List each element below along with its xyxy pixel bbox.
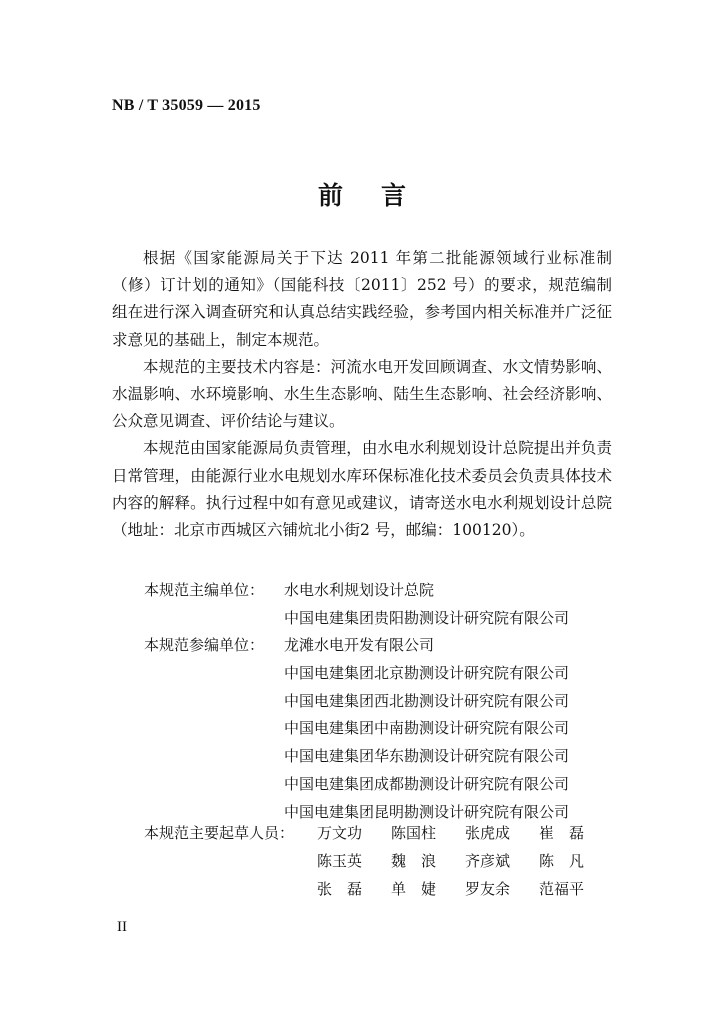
preface-paragraph-3: 本规范由国家能源局负责管理，由水电水利规划设计总院提出并负责日常管理，由能源行业水电规划水库环保标准化技术委员会负责具体技术内容的解释。执行过程中如有意见或建议，请寄送水电水利规划设计总院（地址：北京市西城区六铺炕北小街2 号，邮编：100120）。 — [112, 439, 612, 540]
preface-paragraph-1: 根据《国家能源局关于下达 2011 年第二批能源领域行业标准制（修）订计划的通知》（国能科技〔2011〕252 号）的要求，规范编制组在进行深入调查研究和认真总结实践经验，参考国内相关标准并广泛征求意见的基础上，制定本规范。 — [112, 249, 612, 349]
drafters-label: 本规范主要起草人员： — [144, 824, 295, 842]
chief-unit-item: 中国电建集团贵阳勘测设计研究院有限公司 — [284, 608, 570, 627]
drafter-name: 罗友余 — [465, 879, 511, 898]
drafter-name: 陈国柱 — [391, 824, 437, 842]
participating-units-block — [112, 632, 612, 827]
chief-units-label: 本规范主编单位： — [144, 581, 265, 599]
participating-unit-item: 中国电建集团华东勘测设计研究院有限公司 — [284, 747, 570, 766]
drafter-name: 万文功 — [317, 824, 363, 842]
participating-unit-item: 中国电建集团北京勘测设计研究院有限公司 — [284, 663, 570, 682]
page-number: II — [117, 919, 127, 935]
participating-unit-item: 中国电建集团西北勘测设计研究院有限公司 — [284, 691, 570, 710]
drafter-name: 齐彦斌 — [465, 851, 511, 870]
chief-unit-item: 水电水利规划设计总院 — [284, 581, 435, 599]
preface-paragraph-2: 本规范的主要技术内容是：河流水电开发回顾调查、水文情势影响、水温影响、水环境影响、水生生态影响、陆生生态影响、社会经济影响、公众意见调查、评价结论与建议。 — [112, 357, 612, 431]
drafter-name: 范福平 — [539, 879, 585, 898]
drafter-name: 张 磊 — [317, 879, 363, 898]
drafter-name: 魏 浪 — [391, 851, 437, 870]
drafter-name: 崔 磊 — [539, 824, 585, 842]
drafter-name: 陈玉英 — [317, 851, 363, 870]
participating-unit-item: 龙滩水电开发有限公司 — [284, 636, 435, 654]
participating-unit-item: 中国电建集团中南勘测设计研究院有限公司 — [284, 719, 570, 738]
participating-unit-item: 中国电建集团成都勘测设计研究院有限公司 — [284, 774, 570, 793]
drafter-name: 张虎成 — [465, 824, 511, 842]
chief-units-block — [112, 577, 612, 633]
preface-body — [112, 245, 612, 544]
drafters-names — [317, 820, 613, 903]
page-title: 前言 — [317, 181, 444, 210]
standard-code: NB / T 35059 — 2015 — [112, 97, 261, 114]
drafter-name: 单 婕 — [391, 879, 437, 898]
drafter-name: 陈 凡 — [539, 851, 585, 870]
participating-units-label: 本规范参编单位： — [144, 636, 265, 654]
participating-unit-item: 中国电建集团昆明勘测设计研究院有限公司 — [284, 802, 570, 821]
